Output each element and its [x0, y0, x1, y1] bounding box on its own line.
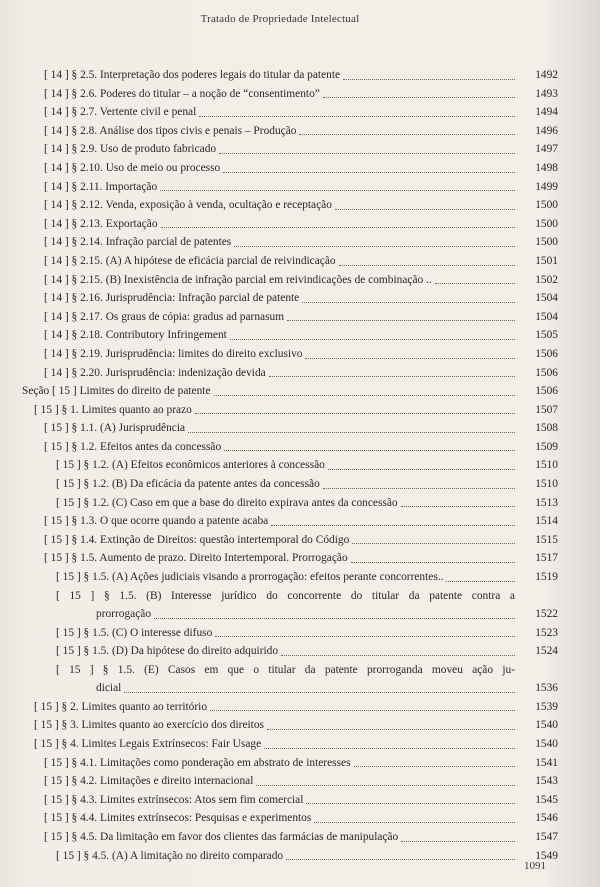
toc-entry-title: [ 15 ] § 2. Limites quanto ao território: [34, 700, 208, 713]
dot-leader: [435, 282, 515, 284]
toc-entry: [0, 549, 600, 568]
toc-entry-title: [ 14 ] § 2.9. Uso de produto fabricado: [44, 143, 217, 156]
toc-page-number: 1524: [535, 645, 558, 658]
toc-page-number: 1504: [535, 292, 558, 305]
toc-entry: [0, 847, 600, 866]
toc-page-number: 1506: [535, 347, 558, 360]
toc-page-number: 1500: [535, 217, 558, 230]
toc-entry: [0, 159, 600, 178]
toc-page-number: 1496: [535, 124, 558, 137]
toc-entry: [0, 698, 600, 717]
dot-leader: [302, 301, 515, 303]
toc-page-number: 1517: [535, 552, 558, 565]
toc-entry-title: [ 14 ] § 2.17. Os graus de cópia: gradus ad parnasum: [44, 310, 285, 323]
dot-leader: [215, 635, 515, 637]
toc-page-number: 1522: [535, 608, 558, 621]
toc-page-number: 1546: [535, 812, 558, 825]
toc-entry-title-continued: dicial: [96, 682, 122, 695]
toc-page-number: 1499: [535, 180, 558, 193]
toc-entry: [0, 419, 600, 438]
toc-page-number: 1523: [535, 626, 558, 639]
toc-page-number: 1501: [535, 254, 558, 267]
toc-page-number: 1519: [535, 571, 558, 584]
toc-entry-title: [ 14 ] § 2.7. Vertente civil e penal: [44, 106, 197, 119]
toc-entry: [0, 494, 600, 513]
toc-page-number: 1492: [535, 69, 558, 81]
dot-leader: [351, 561, 515, 563]
toc-entry-title: [ 15 ] § 4.5. (A) A limitação no direito comparado: [56, 849, 284, 862]
toc-entry-title: [ 14 ] § 2.19. Jurisprudência: limites do direito exclusivo: [44, 347, 303, 360]
toc-entry: [0, 382, 600, 401]
toc-entry: [0, 716, 600, 735]
toc-page-number: 1510: [535, 459, 558, 472]
toc-entry: [0, 178, 600, 197]
toc-entry: [0, 624, 600, 643]
toc-entry-title: [ 15 ] § 1.5. (D) Da hipótese do direito adquirido: [56, 645, 279, 658]
toc-entry-title: [ 14 ] § 2.16. Jurisprudência: Infração parcial de patente: [44, 292, 300, 305]
toc-page-number: 1510: [535, 478, 558, 491]
toc-page-number: 1514: [535, 515, 558, 528]
toc-entry-title: [ 14 ] § 2.13. Exportação: [44, 217, 158, 230]
dot-leader: [281, 654, 515, 656]
toc-entry-title: [ 15 ] § 1.5. (C) O interesse difuso: [56, 626, 213, 639]
toc-entry-title: [ 15 ] § 1.2. Efeitos antes da concessão: [44, 440, 222, 453]
toc-page-number: 1540: [535, 738, 558, 750]
toc-page-number: 1509: [535, 440, 558, 453]
toc-entry: [0, 531, 600, 550]
toc-entry-title: [ 15 ] § 4.2. Limitações e direito internacional: [44, 775, 254, 788]
dot-leader: [446, 580, 515, 582]
toc-entry: [0, 289, 600, 308]
dot-leader: [264, 747, 515, 749]
toc-page-number: 1539: [535, 700, 558, 713]
toc-entry: [0, 103, 600, 122]
toc-entry-title: [ 14 ] § 2.20. Jurisprudência: indenização devida: [44, 366, 266, 379]
toc-entry-title: [ 15 ] § 1.2. (A) Efeitos econômicos anteriores à concessão: [56, 459, 325, 472]
toc-entry: [0, 140, 600, 159]
dot-leader: [161, 226, 515, 228]
toc-page-number: 1541: [535, 756, 558, 769]
dot-leader: [267, 728, 515, 730]
toc-entry: [0, 828, 600, 847]
toc-entry: [0, 252, 600, 271]
toc-entry-title: [ 15 ] § 4.4. Limites extrínsecos: Pesquisas e experimentos: [44, 812, 312, 825]
dot-leader: [188, 431, 515, 433]
toc-entry-title: [ 15 ] § 1.1. (A) Jurisprudência: [44, 422, 186, 435]
dot-leader: [401, 505, 515, 507]
toc-page-number: 1502: [535, 273, 558, 286]
toc-entry-title: Seção [ 15 ] Limites do direito de patente: [22, 385, 211, 398]
dot-leader: [219, 152, 515, 154]
toc-entry: [0, 215, 600, 234]
toc-entry: [0, 233, 600, 252]
page-number: 1091: [524, 860, 546, 872]
toc-page-number: 1506: [535, 366, 558, 379]
toc-entry: [0, 809, 600, 828]
dot-leader: [354, 765, 515, 767]
dot-leader: [335, 208, 515, 210]
toc-entry: [0, 772, 600, 791]
toc-entry: [0, 401, 600, 420]
toc-entry: [0, 308, 600, 327]
dot-leader: [287, 319, 515, 321]
dot-leader: [271, 524, 515, 526]
dot-leader: [160, 189, 515, 191]
toc-entry-title: [ 14 ] § 2.15. (A) A hipótese de eficácia parcial de reivindicação: [44, 254, 336, 267]
toc-entry-title: [ 15 ] § 3. Limites quanto ao exercício dos direitos: [34, 719, 264, 732]
toc-page-number: 1508: [535, 422, 558, 435]
toc-entry-title: [ 15 ] § 1.3. O que ocorre quando a patente acaba: [44, 515, 269, 528]
toc-page-number: 1515: [535, 533, 558, 546]
dot-leader: [306, 802, 515, 804]
dot-leader: [339, 264, 515, 266]
toc-page-number: 1540: [535, 719, 558, 732]
toc-entry-title: [ 14 ] § 2.12. Venda, exposição à venda, ocultação e receptação: [44, 199, 332, 212]
dot-leader: [328, 468, 515, 470]
dot-leader: [286, 858, 515, 860]
toc-entry-title: [ 15 ] § 1. Limites quanto ao prazo: [34, 403, 192, 416]
toc-entry: [0, 456, 600, 475]
toc-entry: [0, 122, 600, 141]
toc-entry-title: [ 15 ] § 1.5. Aumento de prazo. Direito Intertemporal. Prorrogação: [44, 552, 348, 565]
toc-entry-title: [ 14 ] § 2.6. Poderes do titular – a noção de “consentimento”: [44, 87, 320, 100]
dot-leader: [314, 821, 515, 823]
toc-page-number: 1513: [535, 496, 558, 509]
dot-leader: [323, 96, 515, 98]
toc-entry: [0, 642, 600, 661]
toc-page-number: 1497: [535, 143, 558, 156]
toc-page-number: 1543: [535, 775, 558, 788]
toc-entry-title: [ 14 ] § 2.8. Análise dos tipos civis e penais – Produção: [44, 124, 297, 137]
toc-entry-title: [ 14 ] § 2.11. Importação: [44, 180, 158, 193]
toc-entry-title: [ 15 ] § 4.5. Da limitação em favor dos clientes das farmácias de manipulação: [44, 830, 399, 843]
dot-leader: [343, 78, 515, 80]
toc-entry: [0, 271, 600, 290]
toc-entry: [0, 475, 600, 494]
toc-entry-title: [ 15 ] § 4. Limites Legais Extrínsecos: Fair Usage: [34, 738, 262, 750]
toc-entry: [0, 66, 600, 85]
toc-entry: [0, 568, 600, 587]
dot-leader: [223, 171, 515, 173]
toc-entry-title: [ 14 ] § 2.15. (B) Inexistência de infração parcial em reivindicações de combinação ..: [44, 273, 432, 286]
toc-entry-title: [ 14 ] § 2.10. Uso de meio ou processo: [44, 161, 221, 174]
dot-leader: [323, 487, 515, 489]
dot-leader: [269, 375, 515, 377]
toc-entry-title: [ 15 ] § 1.2. (C) Caso em que a base do direito expirava antes da concessão: [56, 496, 398, 509]
toc-entry: [0, 512, 600, 531]
dot-leader: [256, 784, 515, 786]
toc-entry-wrapped: [56, 587, 515, 624]
toc-entry-title: [ 15 ] § 1.5. (A) Ações judiciais visando a prorrogação: efeitos perante concorrentes..: [56, 571, 444, 584]
toc-page-number: 1507: [535, 403, 558, 416]
toc-entry: [0, 754, 600, 773]
toc-page-number: 1493: [535, 87, 558, 100]
toc-entry: [0, 791, 600, 810]
toc-entry-title: [ 15 ] § 1.5. (E) Casos em que o titular da patente prorroganda moveu ação ju-: [56, 663, 515, 676]
toc-page-number: 1494: [535, 106, 558, 119]
toc-page-number: 1498: [535, 161, 558, 174]
dot-leader: [230, 338, 515, 340]
toc-entry-wrapped: [56, 661, 515, 698]
toc-page-number: 1504: [535, 310, 558, 323]
dot-leader: [199, 115, 515, 117]
toc-entry: [0, 326, 600, 345]
running-header: Tratado de Propriedade Intelectual: [200, 13, 360, 25]
dot-leader: [214, 394, 515, 396]
toc-entry-title: [ 15 ] § 1.5. (B) Interesse jurídico do concorrente do titular da patente contra a: [56, 589, 515, 602]
dot-leader: [401, 840, 515, 842]
table-of-contents: [0, 66, 600, 865]
dot-leader: [305, 357, 515, 359]
toc-page-number: 1500: [535, 199, 558, 212]
dot-leader: [210, 709, 515, 711]
toc-entry-title: [ 14 ] § 2.14. Infração parcial de patentes: [44, 236, 232, 249]
toc-entry: [0, 735, 600, 754]
toc-entry-title: [ 15 ] § 1.4. Extinção de Direitos: questão intertemporal do Código: [44, 533, 350, 546]
toc-entry: [0, 661, 600, 698]
toc-page-number: 1506: [535, 385, 558, 398]
toc-page-number: 1500: [535, 236, 558, 249]
dot-leader: [234, 245, 515, 247]
dot-leader: [195, 412, 515, 414]
toc-entry: [0, 438, 600, 457]
toc-entry-title: [ 14 ] § 2.18. Contributory Infringement: [44, 329, 227, 342]
toc-page-number: 1549: [535, 849, 558, 862]
dot-leader: [352, 542, 515, 544]
toc-entry: [0, 345, 600, 364]
toc-entry-title: [ 15 ] § 4.1. Limitações como ponderação em abstrato de interesses: [44, 756, 351, 769]
toc-entry: [0, 364, 600, 383]
toc-entry-title: [ 15 ] § 4.3. Limites extrínsecos: Atos sem fim comercial: [44, 793, 304, 806]
dot-leader: [224, 449, 515, 451]
toc-entry-title-continued: prorrogação: [96, 608, 152, 621]
toc-entry-title: [ 15 ] § 1.2. (B) Da eficácia da patente antes da concessão: [56, 478, 320, 491]
dot-leader: [124, 679, 515, 693]
toc-entry: [0, 587, 600, 624]
dot-leader: [299, 133, 515, 135]
dot-leader: [154, 605, 515, 619]
toc-page-number: 1547: [535, 830, 558, 843]
toc-page-number: 1536: [535, 682, 558, 695]
toc-entry: [0, 196, 600, 215]
toc-entry: [0, 85, 600, 104]
toc-page-number: 1505: [535, 329, 558, 342]
toc-page-number: 1545: [535, 793, 558, 806]
toc-entry-title: [ 14 ] § 2.5. Interpretação dos poderes legais do titular da patente: [44, 69, 341, 81]
